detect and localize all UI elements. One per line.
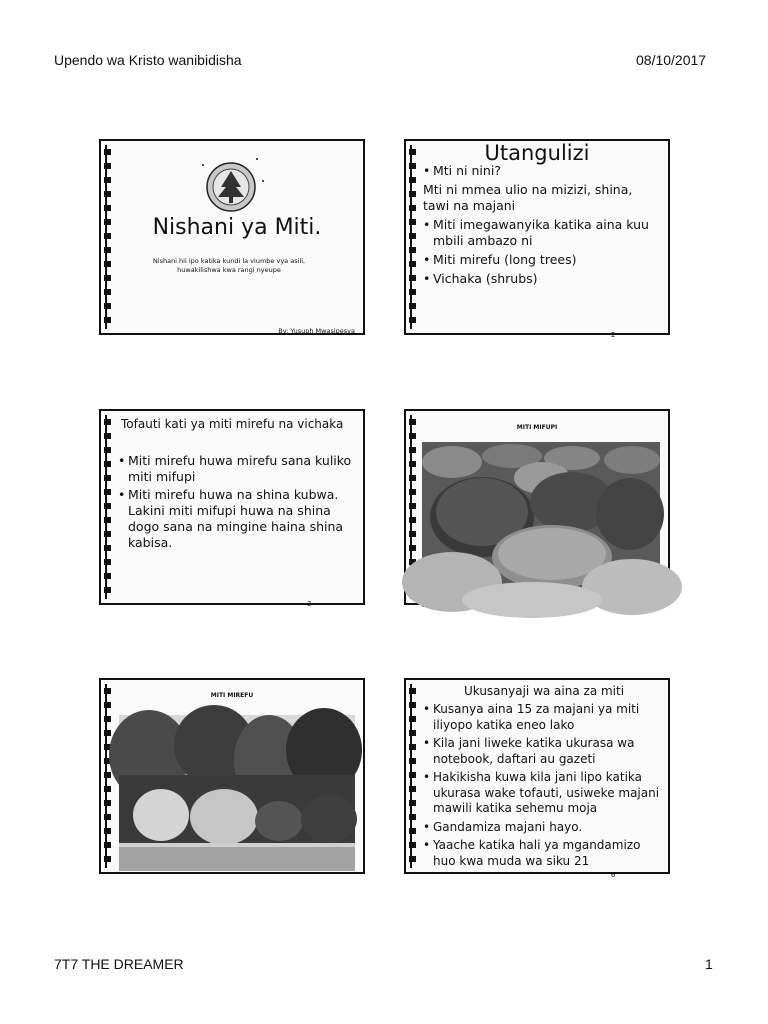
slide-6-bullet: • Gandamiza majani hayo. [423, 820, 664, 836]
slide-2-bullet: • Mti ni nini? [423, 163, 662, 179]
slide-2-paragraph: Mti ni mmea ulio na mizizi, shina, tawi na majani [423, 182, 633, 213]
binder-rings [407, 145, 419, 329]
binder-rings [102, 684, 114, 868]
slide-6-bullet: • Kusanya aina 15 za majani ya miti iliyopo katika eneo lako [423, 702, 664, 733]
slide-2 [404, 139, 670, 339]
binder-rings [102, 415, 114, 599]
slide-2-bullet: • Vichaka (shrubs) [423, 271, 662, 287]
slide-2-page-number: 2 [611, 331, 616, 339]
slide-4-title: MITI MIFUPI [516, 424, 558, 431]
slide-6-bullet: • Hakikisha kuwa kila jani lipo katika ukurasa wake tofauti, usiweke majani mawili katika sehemu moja [423, 770, 664, 817]
slide-6-page-number: 6 [611, 871, 616, 879]
slide-1-author: By: Yusuph Mwasipesya [278, 327, 355, 335]
slide-1-title: Nishani ya Miti. [152, 215, 322, 240]
binder-rings [407, 684, 419, 868]
slide-6-title: Ukusanyaji wa aina za miti [463, 684, 625, 698]
slide-1 [99, 139, 365, 335]
binder-rings [102, 145, 114, 329]
slide-3-bullet: • Miti mirefu huwa mirefu sana kuliko miti mifupi [118, 453, 355, 485]
page-header-title: Upendo wa Kristo wanibidisha [54, 52, 242, 68]
slide-2-title: Utangulizi [484, 141, 590, 165]
slide-3-page-number: 3 [307, 600, 312, 608]
page-footer-title: 7T7 THE DREAMER [54, 956, 184, 972]
slide-1-subtitle: Nishani hii ipo katika kundi la viumbe vya asili, huwakilishwa kwa rangi nyeupe [152, 257, 306, 274]
slide-5-title: MITI MIREFU [210, 692, 254, 699]
slide-5 [99, 678, 365, 874]
page-header-date: 08/10/2017 [636, 52, 707, 68]
slide-3-title: Tofauti kati ya miti mirefu na vichaka [121, 417, 344, 431]
trees-photo [119, 715, 355, 871]
shrubs-photo [422, 442, 660, 607]
slide-6-bullet: • Yaache katika hali ya mgandamizo huo kwa muda wa siku 21 [423, 838, 664, 869]
slide-4 [404, 409, 670, 605]
page-footer-number: 1 [705, 956, 713, 972]
slide-2-bullet: • Miti mirefu (long trees) [423, 252, 662, 268]
slide-6 [404, 678, 670, 879]
slide-2-bullet: • Miti imegawanyika katika aina kuu mbili ambazo ni [423, 217, 662, 249]
slide-6-bullet: • Kila jani liweke katika ukurasa wa notebook, daftari au gazeti [423, 736, 664, 767]
slide-3 [99, 409, 365, 608]
tree-emblem-icon [191, 153, 271, 213]
slide-3-bullet: • Miti mirefu huwa na shina kubwa. Lakini miti mifupi huwa na shina dogo sana na mingine haina shina kabisa. [118, 487, 355, 551]
